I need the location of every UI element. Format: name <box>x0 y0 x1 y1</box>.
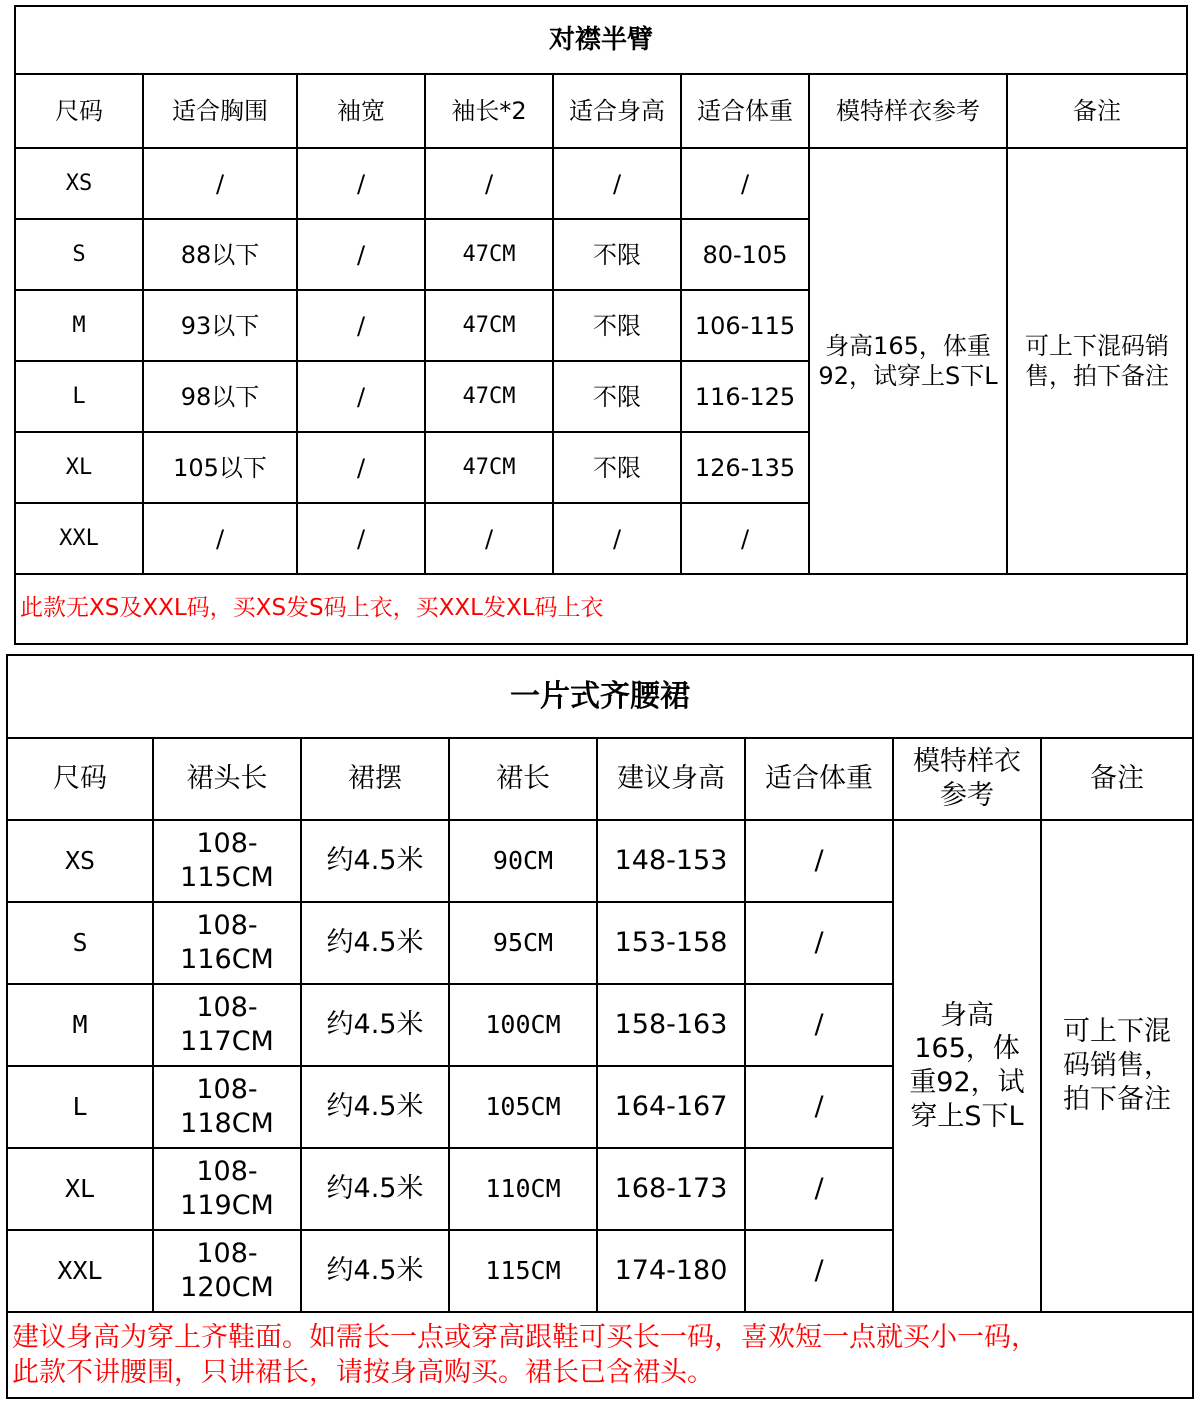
waistband-cell: 108-116CM <box>153 902 301 984</box>
size-cell: XS <box>7 820 153 902</box>
height-cell: 168-173 <box>597 1148 745 1230</box>
chest-cell: 88以下 <box>143 219 297 290</box>
header-row <box>7 738 1193 820</box>
height-cell: 174-180 <box>597 1230 745 1312</box>
weight-cell: / <box>745 820 893 902</box>
sleeve-length-cell: / <box>425 503 553 574</box>
skirt-size-table <box>6 654 1194 1399</box>
header-sleeve-length: 袖长*2 <box>425 74 553 148</box>
size-cell: S <box>7 902 153 984</box>
size-cell: M <box>7 984 153 1066</box>
chest-cell: 98以下 <box>143 361 297 432</box>
header-waistband-length: 裙头长 <box>153 738 301 820</box>
sleeve-width-cell: / <box>297 290 425 361</box>
table-row <box>7 820 1193 902</box>
note-text: 建议身高为穿上齐鞋面。如需长一点或穿高跟鞋可买长一码，喜欢短一点就买小一码， 此款不讲腰围，只讲裙长，请按身高购买。裙长已含裙头。 <box>7 1312 1193 1398</box>
hem-cell: 约4.5米 <box>301 902 449 984</box>
size-cell: XXL <box>15 503 143 574</box>
header-sleeve-width: 袖宽 <box>297 74 425 148</box>
weight-cell: / <box>681 503 809 574</box>
size-cell: XS <box>15 148 143 219</box>
remark-cell: 可上下混码销 售，拍下备注 <box>1007 148 1187 574</box>
model-reference-cell: 身高 165，体 重92，试 穿上S下L <box>893 820 1041 1312</box>
chest-cell: 93以下 <box>143 290 297 361</box>
header-model-reference: 模特样衣 参考 <box>893 738 1041 820</box>
header-weight: 适合体重 <box>745 738 893 820</box>
hem-cell: 约4.5米 <box>301 1148 449 1230</box>
size-cell: L <box>7 1066 153 1148</box>
header-remark: 备注 <box>1041 738 1193 820</box>
header-size: 尺码 <box>7 738 153 820</box>
header-remark: 备注 <box>1007 74 1187 148</box>
skirt-length-cell: 105CM <box>449 1066 597 1148</box>
height-cell: 148-153 <box>597 820 745 902</box>
skirt-length-cell: 115CM <box>449 1230 597 1312</box>
weight-cell: 106-115 <box>681 290 809 361</box>
weight-cell: / <box>681 148 809 219</box>
header-row <box>15 74 1187 148</box>
header-weight: 适合体重 <box>681 74 809 148</box>
remark-cell: 可上下混 码销售， 拍下备注 <box>1041 820 1193 1312</box>
waistband-cell: 108-120CM <box>153 1230 301 1312</box>
sleeve-length-cell: 47CM <box>425 361 553 432</box>
height-cell: 不限 <box>553 432 681 503</box>
size-cell: M <box>15 290 143 361</box>
height-cell: 不限 <box>553 361 681 432</box>
weight-cell: 126-135 <box>681 432 809 503</box>
chest-cell: / <box>143 148 297 219</box>
weight-cell: / <box>745 902 893 984</box>
header-skirt-length: 裙长 <box>449 738 597 820</box>
size-cell: XL <box>15 432 143 503</box>
size-cell: L <box>15 361 143 432</box>
skirt-length-cell: 110CM <box>449 1148 597 1230</box>
size-cell: XXL <box>7 1230 153 1312</box>
note-text: 此款无XS及XXL码，买XS发S码上衣，买XXL发XL码上衣 <box>15 574 1187 644</box>
sleeve-width-cell: / <box>297 503 425 574</box>
height-cell: / <box>553 148 681 219</box>
header-height: 适合身高 <box>553 74 681 148</box>
chest-cell: / <box>143 503 297 574</box>
header-height: 建议身高 <box>597 738 745 820</box>
table-row <box>15 148 1187 219</box>
table-title: 对襟半臂 <box>15 6 1187 74</box>
weight-cell: / <box>745 1148 893 1230</box>
hem-cell: 约4.5米 <box>301 1230 449 1312</box>
skirt-length-cell: 95CM <box>449 902 597 984</box>
top-size-table <box>14 5 1188 645</box>
hem-cell: 约4.5米 <box>301 820 449 902</box>
model-reference-cell: 身高165，体重 92，试穿上S下L <box>809 148 1007 574</box>
hem-cell: 约4.5米 <box>301 1066 449 1148</box>
sleeve-length-cell: 47CM <box>425 219 553 290</box>
sleeve-length-cell: 47CM <box>425 432 553 503</box>
weight-cell: 80-105 <box>681 219 809 290</box>
waistband-cell: 108-118CM <box>153 1066 301 1148</box>
waistband-cell: 108-119CM <box>153 1148 301 1230</box>
table-title: 一片式齐腰裙 <box>7 655 1193 738</box>
height-cell: 不限 <box>553 290 681 361</box>
height-cell: 158-163 <box>597 984 745 1066</box>
sleeve-width-cell: / <box>297 432 425 503</box>
waistband-cell: 108-117CM <box>153 984 301 1066</box>
header-model-reference: 模特样衣参考 <box>809 74 1007 148</box>
size-cell: S <box>15 219 143 290</box>
sleeve-length-cell: / <box>425 148 553 219</box>
weight-cell: / <box>745 1066 893 1148</box>
height-cell: 153-158 <box>597 902 745 984</box>
waistband-cell: 108-115CM <box>153 820 301 902</box>
weight-cell: / <box>745 984 893 1066</box>
header-hem: 裙摆 <box>301 738 449 820</box>
size-cell: XL <box>7 1148 153 1230</box>
header-size: 尺码 <box>15 74 143 148</box>
weight-cell: 116-125 <box>681 361 809 432</box>
skirt-length-cell: 90CM <box>449 820 597 902</box>
height-cell: 不限 <box>553 219 681 290</box>
sleeve-length-cell: 47CM <box>425 290 553 361</box>
chest-cell: 105以下 <box>143 432 297 503</box>
header-chest: 适合胸围 <box>143 74 297 148</box>
height-cell: / <box>553 503 681 574</box>
hem-cell: 约4.5米 <box>301 984 449 1066</box>
sleeve-width-cell: / <box>297 219 425 290</box>
sleeve-width-cell: / <box>297 148 425 219</box>
weight-cell: / <box>745 1230 893 1312</box>
height-cell: 164-167 <box>597 1066 745 1148</box>
sleeve-width-cell: / <box>297 361 425 432</box>
skirt-length-cell: 100CM <box>449 984 597 1066</box>
